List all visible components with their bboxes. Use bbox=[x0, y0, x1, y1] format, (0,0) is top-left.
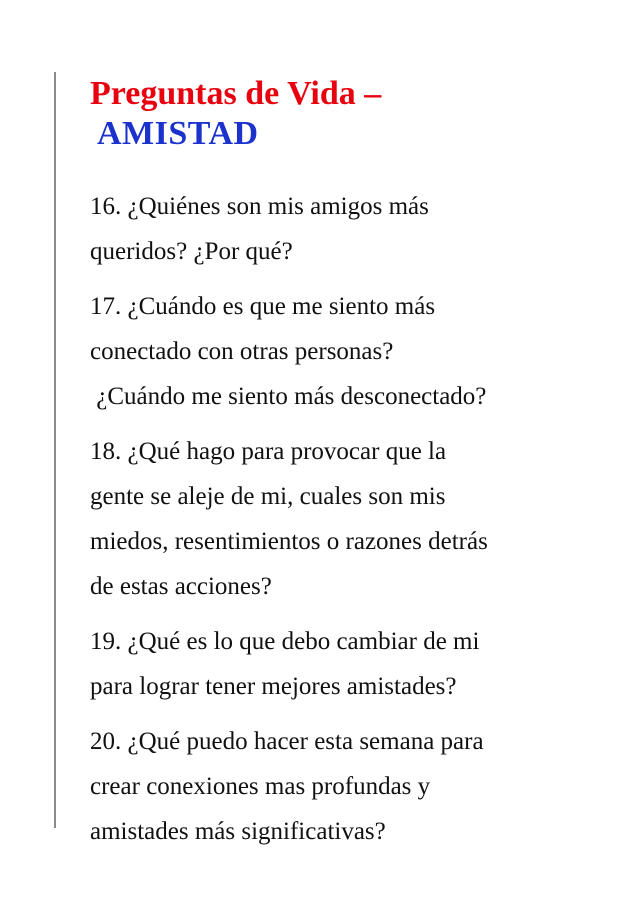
question-line: para lograr tener mejores amistades? bbox=[90, 673, 457, 700]
margin-rule bbox=[54, 72, 56, 828]
question-line: conectado con otras personas? bbox=[90, 338, 394, 365]
question-line: de estas acciones? bbox=[90, 573, 272, 600]
question-line: crear conexiones mas profundas y bbox=[90, 773, 431, 800]
question-list bbox=[90, 184, 620, 864]
question-line: queridos? ¿Por qué? bbox=[90, 238, 293, 265]
question-17 bbox=[90, 284, 620, 419]
question-line: 19. ¿Qué es lo que debo cambiar de mi bbox=[90, 628, 480, 655]
question-line: gente se aleje de mi, cuales son mis bbox=[90, 483, 446, 510]
question-20 bbox=[90, 719, 620, 854]
page-title: Preguntas de Vida – bbox=[90, 75, 382, 112]
question-line: miedos, resentimientos o razones detrás bbox=[90, 528, 488, 555]
question-18 bbox=[90, 429, 620, 609]
question-line: 16. ¿Quiénes son mis amigos más bbox=[90, 193, 429, 220]
page-subtitle: AMISTAD bbox=[97, 115, 259, 152]
question-line: 20. ¿Qué puedo hacer esta semana para bbox=[90, 728, 484, 755]
question-line: 18. ¿Qué hago para provocar que la bbox=[90, 438, 447, 465]
question-line: amistades más significativas? bbox=[90, 818, 386, 845]
question-16 bbox=[90, 184, 620, 274]
title-block bbox=[90, 74, 381, 154]
question-line: ¿Cuándo me siento más desconectado? bbox=[90, 383, 487, 410]
question-19 bbox=[90, 619, 620, 709]
question-line: 17. ¿Cuándo es que me siento más bbox=[90, 293, 436, 320]
